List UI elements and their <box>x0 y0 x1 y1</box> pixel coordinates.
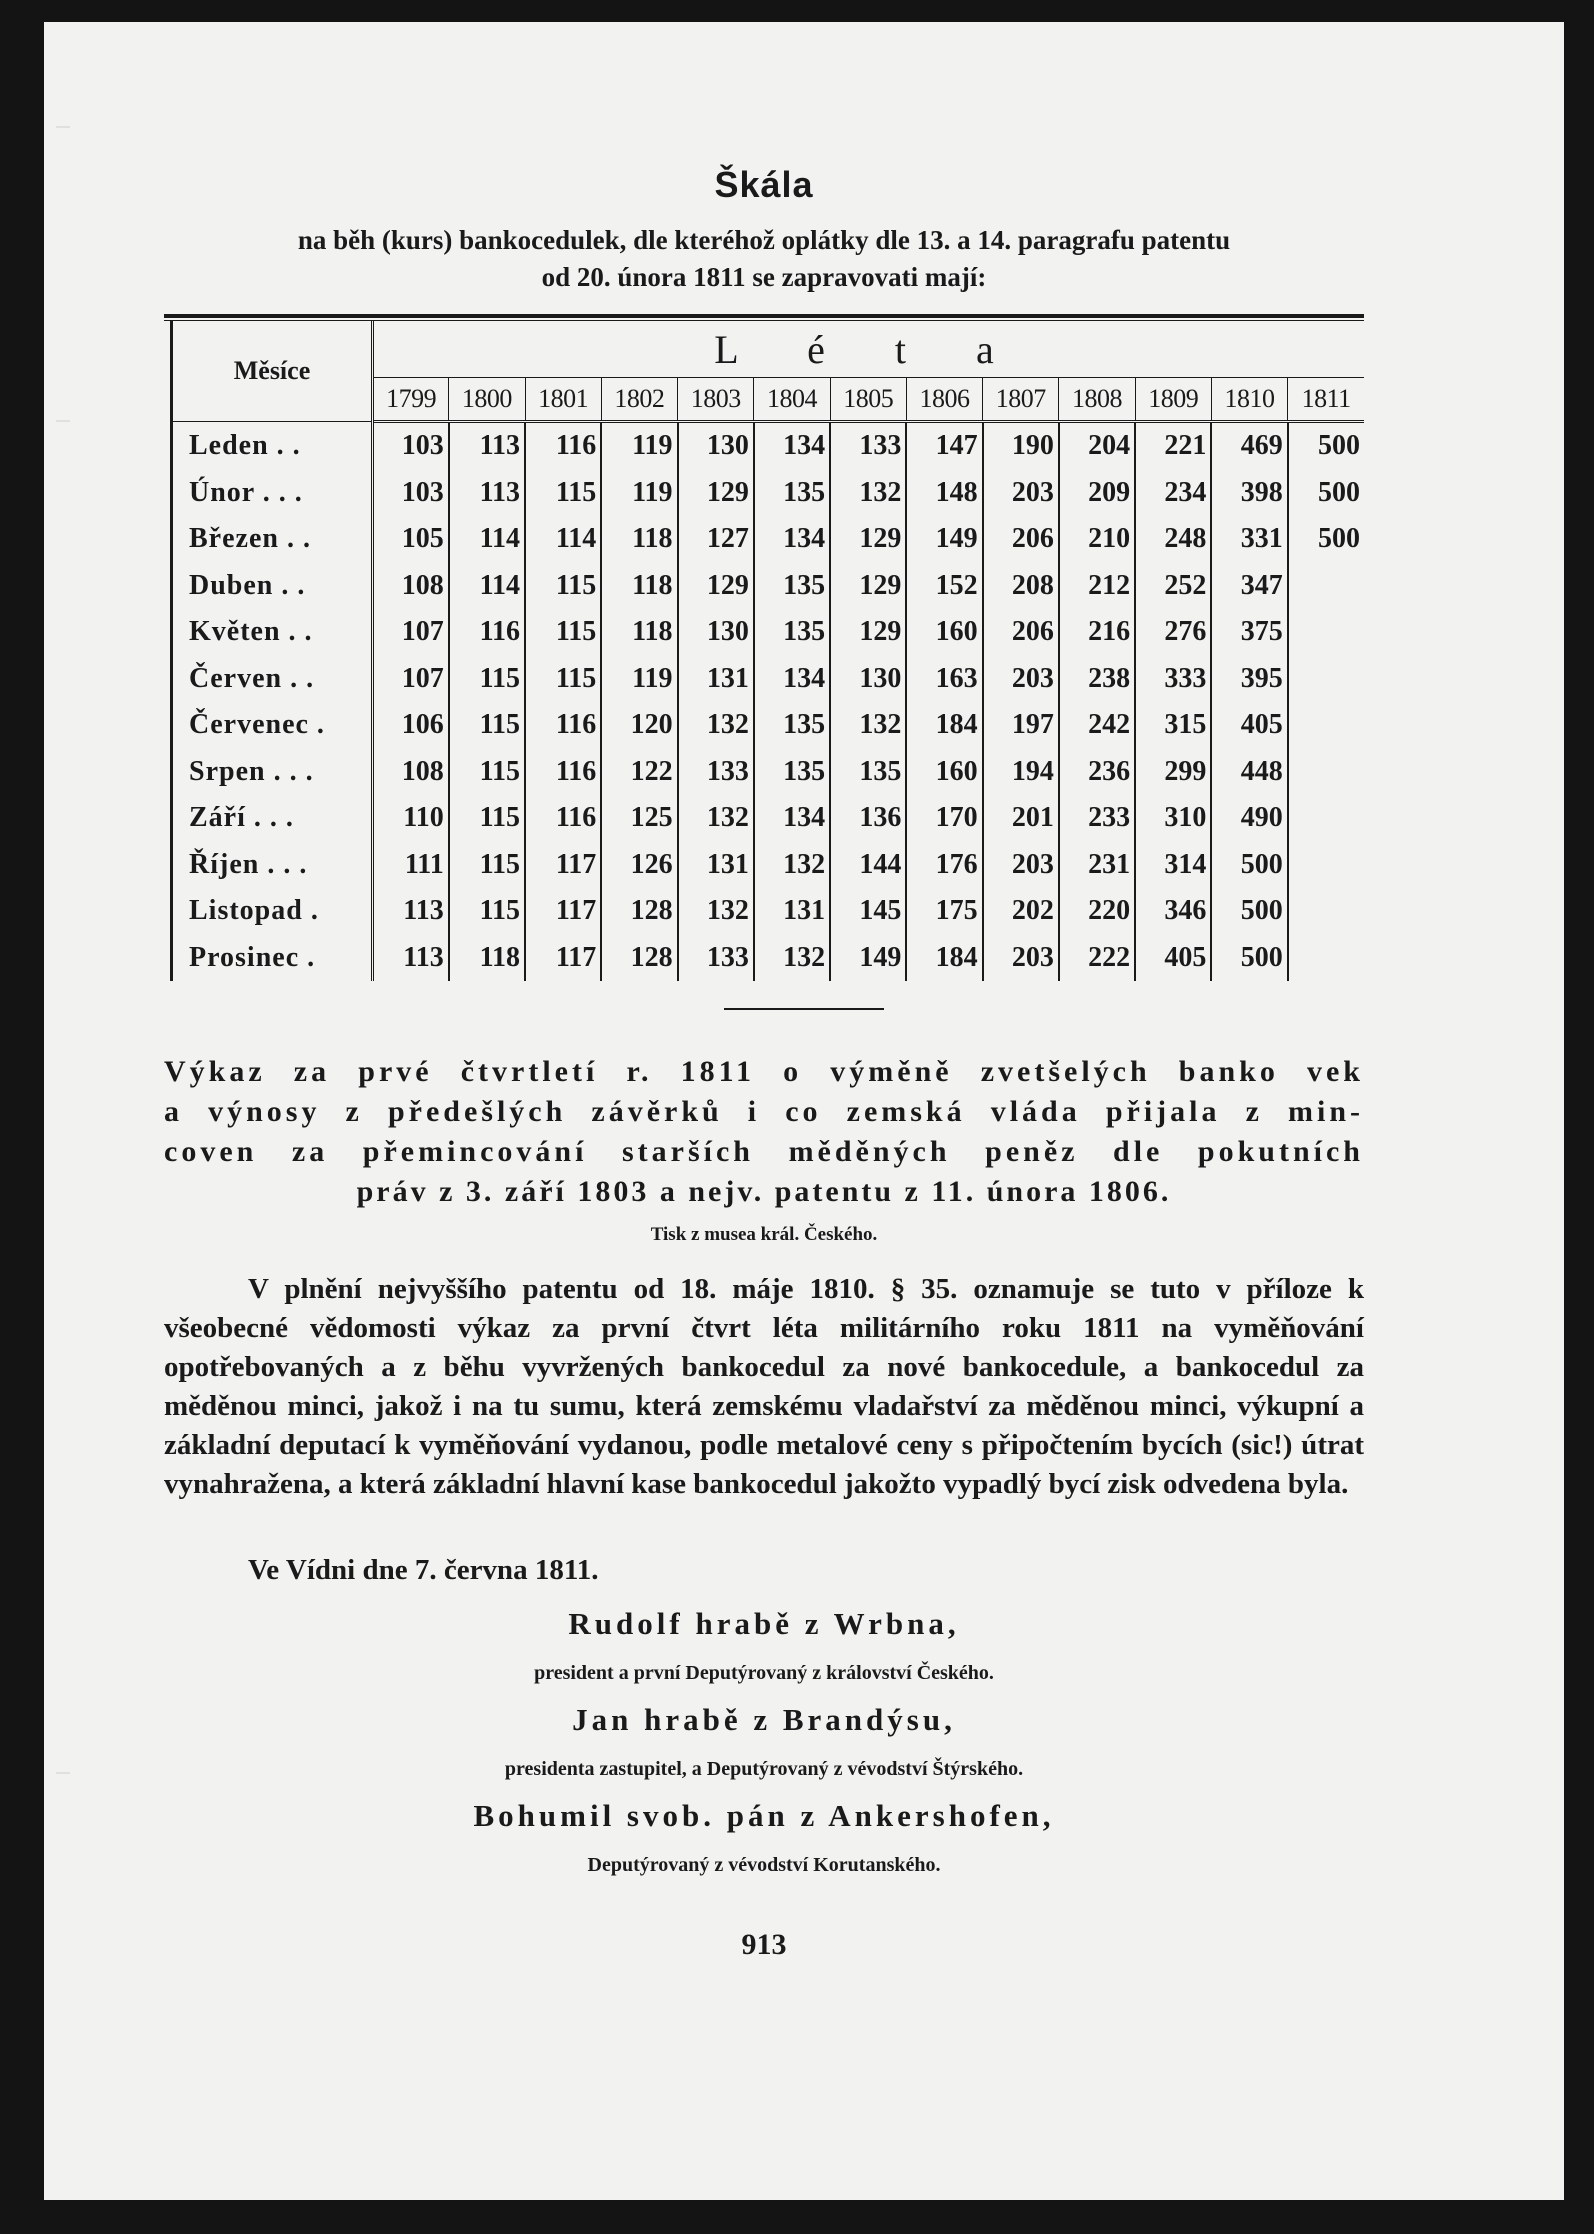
rate-cell: 194 <box>983 749 1059 796</box>
year-header-cell: 1800 <box>449 378 525 422</box>
rate-cell: 116 <box>449 609 525 656</box>
rate-cell: 115 <box>449 656 525 703</box>
rate-cell: 131 <box>678 656 754 703</box>
rate-cell: 145 <box>830 888 906 935</box>
rate-cell: 134 <box>754 795 830 842</box>
rate-cell: 221 <box>1135 422 1211 470</box>
report-heading-line: práv z 3. září 1803 a nejv. patentu z 11. února 1806. <box>356 1175 1172 1208</box>
rate-cell: 128 <box>601 935 677 982</box>
rate-cell: 405 <box>1211 702 1287 749</box>
rate-cell: 170 <box>906 795 982 842</box>
rate-cell: 129 <box>678 563 754 610</box>
year-header-cell: 1811 <box>1288 378 1364 422</box>
rate-cell: 107 <box>373 609 449 656</box>
signature-name: Rudolf hrabě z Wrbna, <box>568 1606 960 1641</box>
table-row <box>172 702 1365 749</box>
month-cell: Leden . . <box>172 422 373 470</box>
rate-cell: 398 <box>1211 470 1287 517</box>
rate-cell: 117 <box>525 935 601 982</box>
rate-cell: 152 <box>906 563 982 610</box>
rate-cell: 135 <box>754 749 830 796</box>
rate-cell: 132 <box>830 702 906 749</box>
rate-cell: 111 <box>373 842 449 889</box>
rate-cell: 208 <box>983 563 1059 610</box>
rate-cell: 206 <box>983 516 1059 563</box>
rate-cell: 130 <box>678 609 754 656</box>
rate-cell: 201 <box>983 795 1059 842</box>
rate-cell: 115 <box>525 609 601 656</box>
rate-cell: 116 <box>525 749 601 796</box>
rate-cell <box>1288 702 1364 749</box>
year-header-cell: 1799 <box>373 378 449 422</box>
year-header-cell: 1801 <box>525 378 601 422</box>
page-number: 913 <box>741 1928 787 1961</box>
year-header-cell: 1804 <box>754 378 830 422</box>
rate-cell: 176 <box>906 842 982 889</box>
year-header-cell: 1802 <box>601 378 677 422</box>
rate-cell: 135 <box>754 609 830 656</box>
rate-cell: 210 <box>1059 516 1135 563</box>
rate-cell: 222 <box>1059 935 1135 982</box>
report-heading-line: coven za přemincování starších měděných peněz dle pokutních <box>164 1135 1364 1168</box>
month-cell: Únor . . . <box>172 470 373 517</box>
rate-cell: 500 <box>1211 888 1287 935</box>
rate-cell: 115 <box>449 702 525 749</box>
rate-cell: 113 <box>373 935 449 982</box>
body-paragraph: V plnění nejvyššího patentu od 18. máje 1810. § 35. oznamuje se tuto v příloze k všeobecné vědomosti výkaz za první čtvrt léta militárního roku 1811 na vyměňování opotřebovaných a z běhu vyvržených bankocedul za nové bankocedule, a bankocedul za měděnou minci, jakož i na tu sumu, která zemskému vladařství za měděnou minci, výkupní a základní deputací k vyměňování vydanou, podle metalové ceny s připočtením bycích (sic!) útrat vynahražena, a která základní hlavní kase bankocedul jakožto vypadlý bycí zisk odvedena byla. <box>164 1273 1364 1500</box>
rate-cell: 126 <box>601 842 677 889</box>
rate-cell: 405 <box>1135 935 1211 982</box>
rate-cell: 117 <box>525 842 601 889</box>
table-row <box>172 516 1365 563</box>
rate-cell: 131 <box>678 842 754 889</box>
rate-cell: 236 <box>1059 749 1135 796</box>
rate-cell: 234 <box>1135 470 1211 517</box>
rate-cell: 135 <box>754 563 830 610</box>
year-header-cell: 1807 <box>983 378 1059 422</box>
rate-cell: 108 <box>373 749 449 796</box>
rate-cell: 163 <box>906 656 982 703</box>
rate-cell: 133 <box>678 935 754 982</box>
rate-cell: 129 <box>830 563 906 610</box>
rate-cell: 333 <box>1135 656 1211 703</box>
rate-cell: 133 <box>678 749 754 796</box>
rate-cell: 116 <box>525 795 601 842</box>
rate-cell: 175 <box>906 888 982 935</box>
table-row <box>172 842 1365 889</box>
rate-cell: 118 <box>601 609 677 656</box>
year-header-cell: 1803 <box>678 378 754 422</box>
month-cell: Říjen . . . <box>172 842 373 889</box>
rate-cell: 135 <box>754 702 830 749</box>
rate-cell: 103 <box>373 470 449 517</box>
rate-cell: 106 <box>373 702 449 749</box>
month-cell: Duben . . <box>172 563 373 610</box>
rate-cell: 248 <box>1135 516 1211 563</box>
rate-cell: 203 <box>983 470 1059 517</box>
rate-cell: 119 <box>601 422 677 470</box>
rate-cell: 238 <box>1059 656 1135 703</box>
rate-cell: 115 <box>525 470 601 517</box>
rate-cell: 204 <box>1059 422 1135 470</box>
rate-cell: 500 <box>1288 470 1364 517</box>
rate-cell: 113 <box>449 422 525 470</box>
rate-cell: 500 <box>1211 842 1287 889</box>
years-header: L é t a <box>373 321 1365 378</box>
table-row <box>172 656 1365 703</box>
rate-cell: 197 <box>983 702 1059 749</box>
rate-cell: 113 <box>373 888 449 935</box>
rate-cell: 114 <box>449 563 525 610</box>
month-cell: Červen . . <box>172 656 373 703</box>
rate-cell: 135 <box>754 470 830 517</box>
month-cell: Srpen . . . <box>172 749 373 796</box>
year-header-cell: 1806 <box>906 378 982 422</box>
rate-cell <box>1288 609 1364 656</box>
rate-cell: 315 <box>1135 702 1211 749</box>
rate-cell: 103 <box>373 422 449 470</box>
dateline: Ve Vídni dne 7. června 1811. <box>248 1554 599 1586</box>
month-cell: Září . . . <box>172 795 373 842</box>
rate-cell: 135 <box>830 749 906 796</box>
year-header-cell: 1808 <box>1059 378 1135 422</box>
rate-cell: 129 <box>830 516 906 563</box>
rate-cell: 395 <box>1211 656 1287 703</box>
rate-cell: 131 <box>754 888 830 935</box>
rate-cell: 132 <box>754 935 830 982</box>
rate-cell: 233 <box>1059 795 1135 842</box>
rate-cell: 220 <box>1059 888 1135 935</box>
table-body <box>172 422 1365 982</box>
report-heading <box>164 1052 1364 1212</box>
table-row <box>172 422 1365 470</box>
scan-mark <box>56 420 70 422</box>
rate-cell: 209 <box>1059 470 1135 517</box>
rate-cell: 190 <box>983 422 1059 470</box>
rate-cell: 115 <box>525 563 601 610</box>
rate-cell: 128 <box>601 888 677 935</box>
signature-role: president a první Deputýrovaný z království Českého. <box>534 1662 994 1684</box>
scan-mark <box>56 1772 70 1774</box>
rate-cell: 114 <box>525 516 601 563</box>
table-row <box>172 470 1365 517</box>
rate-cell <box>1288 935 1364 982</box>
table-row <box>172 749 1365 796</box>
table-row <box>172 795 1365 842</box>
exchange-rate-table <box>164 314 1364 981</box>
rate-cell: 108 <box>373 563 449 610</box>
rate-cell: 299 <box>1135 749 1211 796</box>
rate-cell: 133 <box>830 422 906 470</box>
rate-cell: 132 <box>678 795 754 842</box>
table-row <box>172 609 1365 656</box>
table-top-rule <box>164 314 1364 318</box>
rate-cell: 118 <box>601 563 677 610</box>
month-cell: Březen . . <box>172 516 373 563</box>
rate-cell: 212 <box>1059 563 1135 610</box>
rate-cell: 500 <box>1288 422 1364 470</box>
rate-cell <box>1288 656 1364 703</box>
scan-mark <box>56 126 70 128</box>
rate-cell: 120 <box>601 702 677 749</box>
print-note: Tisk z musea král. Českého. <box>650 1224 878 1245</box>
table-row <box>172 888 1365 935</box>
rate-cell: 184 <box>906 935 982 982</box>
rate-cell: 114 <box>449 516 525 563</box>
rate-cell: 149 <box>830 935 906 982</box>
rate-cell: 160 <box>906 609 982 656</box>
table-row <box>172 563 1365 610</box>
rate-cell: 160 <box>906 749 982 796</box>
rate-cell: 203 <box>983 656 1059 703</box>
rate-cell <box>1288 563 1364 610</box>
rate-cell: 130 <box>830 656 906 703</box>
signature-role: Deputýrovaný z vévodství Korutanského. <box>587 1854 941 1876</box>
divider <box>724 1008 884 1010</box>
signature-name: Bohumil svob. pán z Ankershofen, <box>473 1798 1055 1833</box>
rate-cell: 184 <box>906 702 982 749</box>
rate-cell: 347 <box>1211 563 1287 610</box>
page-title: Škála <box>714 164 814 205</box>
rate-cell: 116 <box>525 702 601 749</box>
rate-cell: 110 <box>373 795 449 842</box>
report-heading-line: a výnosy z předešlých závěrků i co zemská vláda přijala z min- <box>164 1095 1364 1128</box>
rate-cell: 115 <box>525 656 601 703</box>
rate-cell: 252 <box>1135 563 1211 610</box>
month-cell: Prosinec . <box>172 935 373 982</box>
rate-cell <box>1288 795 1364 842</box>
rate-cell: 216 <box>1059 609 1135 656</box>
rate-cell <box>1288 749 1364 796</box>
rate-cell <box>1288 888 1364 935</box>
rate-cell: 203 <box>983 842 1059 889</box>
year-header-cell: 1805 <box>830 378 906 422</box>
subtitle-line: na běh (kurs) bankocedulek, dle kteréhož oplátky dle 13. a 14. paragrafu patentu <box>297 225 1231 255</box>
subtitle-line: od 20. února 1811 se zapravovati mají: <box>541 262 987 292</box>
months-header: Měsíce <box>172 321 373 422</box>
rate-cell: 132 <box>678 888 754 935</box>
month-cell: Červenec . <box>172 702 373 749</box>
rate-cell: 119 <box>601 656 677 703</box>
document-page <box>44 22 1564 2200</box>
rate-cell: 129 <box>678 470 754 517</box>
rate-cell: 132 <box>830 470 906 517</box>
signature-role: presidenta zastupitel, a Deputýrovaný z vévodství Štýrského. <box>504 1758 1024 1780</box>
rate-cell: 202 <box>983 888 1059 935</box>
rate-cell: 107 <box>373 656 449 703</box>
rate-cell: 500 <box>1288 516 1364 563</box>
rate-cell: 118 <box>601 516 677 563</box>
rate-cell: 130 <box>678 422 754 470</box>
rate-cell: 134 <box>754 516 830 563</box>
rate-cell: 122 <box>601 749 677 796</box>
rate-cell: 116 <box>525 422 601 470</box>
rate-cell: 125 <box>601 795 677 842</box>
rate-cell: 115 <box>449 888 525 935</box>
rate-cell: 331 <box>1211 516 1287 563</box>
rate-cell: 144 <box>830 842 906 889</box>
rate-cell: 132 <box>678 702 754 749</box>
rate-cell: 115 <box>449 749 525 796</box>
rate-cell: 147 <box>906 422 982 470</box>
rate-cell: 136 <box>830 795 906 842</box>
rate-cell: 129 <box>830 609 906 656</box>
rate-cell: 500 <box>1211 935 1287 982</box>
rate-cell: 134 <box>754 422 830 470</box>
year-header-cell: 1809 <box>1135 378 1211 422</box>
rate-cell: 119 <box>601 470 677 517</box>
rate-cell: 231 <box>1059 842 1135 889</box>
rate-cell: 115 <box>449 842 525 889</box>
rate-cell: 310 <box>1135 795 1211 842</box>
rate-cell: 117 <box>525 888 601 935</box>
rate-cell: 346 <box>1135 888 1211 935</box>
rate-cell: 127 <box>678 516 754 563</box>
table-row <box>172 935 1365 982</box>
rate-cell: 469 <box>1211 422 1287 470</box>
rate-cell: 203 <box>983 935 1059 982</box>
rate-cell: 105 <box>373 516 449 563</box>
rate-cell: 375 <box>1211 609 1287 656</box>
subtitle <box>164 222 1364 296</box>
rate-cell: 448 <box>1211 749 1287 796</box>
rate-cell: 490 <box>1211 795 1287 842</box>
year-header-cell: 1810 <box>1211 378 1287 422</box>
rate-cell: 115 <box>449 795 525 842</box>
rate-cell: 134 <box>754 656 830 703</box>
rate-cell: 206 <box>983 609 1059 656</box>
rate-cell: 113 <box>449 470 525 517</box>
rate-cell: 118 <box>449 935 525 982</box>
month-cell: Listopad . <box>172 888 373 935</box>
rate-cell: 149 <box>906 516 982 563</box>
rate-cell: 132 <box>754 842 830 889</box>
rate-table <box>170 321 1364 981</box>
report-heading-line: Výkaz za prvé čtvrtletí r. 1811 o výměně zvetšelých banko vek <box>164 1055 1364 1088</box>
rate-cell: 148 <box>906 470 982 517</box>
rate-cell: 314 <box>1135 842 1211 889</box>
rate-cell: 242 <box>1059 702 1135 749</box>
signature-name: Jan hrabě z Brandýsu, <box>572 1702 956 1737</box>
month-cell: Květen . . <box>172 609 373 656</box>
rate-cell <box>1288 842 1364 889</box>
rate-cell: 276 <box>1135 609 1211 656</box>
